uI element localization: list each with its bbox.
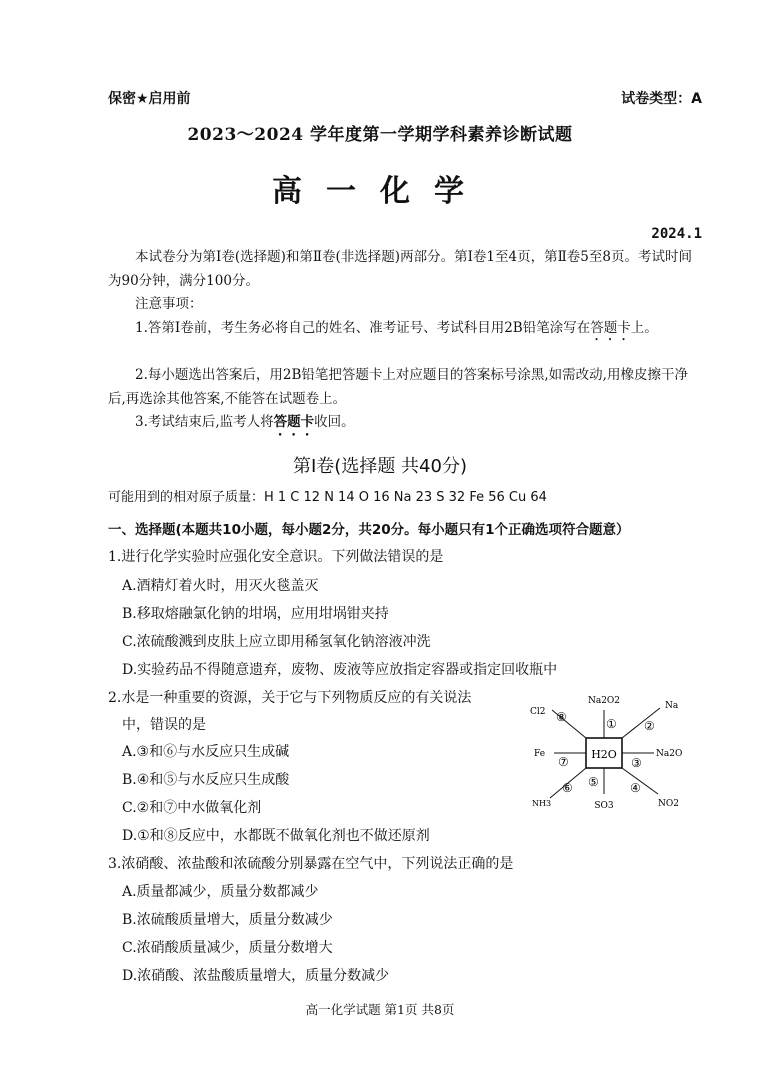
question-1-stem: 1.进行化学实验时应强化安全意识。下列做法错误的是	[108, 549, 444, 565]
number-7: ⑦	[558, 755, 569, 769]
number-3: ③	[631, 756, 642, 770]
bottom-right-label: NO2	[658, 799, 679, 809]
question-1-option-a: A.酒精灯着火时，用灭火毯盖灭	[122, 578, 319, 594]
number-2: ②	[644, 719, 655, 733]
notice-item-1	[108, 317, 704, 344]
question-2-option-c: C.②和⑦中水做氧化剂	[122, 800, 262, 816]
top-left-label: Cl2	[530, 707, 546, 717]
question-3-option-c: C.浓硝酸质量减少，质量分数增大	[122, 940, 333, 956]
subject-title: 高一化学	[272, 174, 488, 209]
exam-title: 2023～2024 学年度第一学期学科素养诊断试题	[187, 125, 573, 145]
page-footer: 高一化学试题 第1页 共8页	[305, 1002, 455, 1017]
center-label: H2O	[591, 748, 617, 761]
notice-item-3-end: 收回。	[314, 414, 355, 430]
notice-title: 注意事项：	[135, 296, 203, 312]
intro-paragraph: 本试卷分为第Ⅰ卷(选择题)和第Ⅱ卷(非选择题)两部分。第Ⅰ卷1至4页，第Ⅱ卷5至8页。考试时间为90分钟，满分100分。	[108, 249, 692, 289]
top-right-label: Na	[665, 701, 679, 711]
section-heading: 一、选择题(本题共10小题，每小题2分，共20分。每小题只有1个正确选项符合题意）	[108, 522, 630, 538]
atomic-masses: 可能用到的相对原子质量：H 1 C 12 N 14 O 16 Na 23 S 32 Fe 56 Cu 64	[108, 490, 547, 505]
number-1: ①	[606, 717, 617, 731]
section-title: 第Ⅰ卷(选择题 共40分)	[293, 456, 467, 477]
notice-item-1-end: 上。	[630, 320, 658, 336]
right-label: Na2O	[656, 749, 683, 759]
number-8: ⑧	[556, 710, 567, 724]
question-1-option-c: C.浓硫酸溅到皮肤上应立即用稀氢氧化钠溶液冲洗	[122, 634, 431, 650]
paper-type-label: 试卷类型：A	[621, 91, 702, 107]
question-3-option-b: B.浓硫酸质量增大，质量分数减少	[122, 912, 333, 928]
notice-item-3	[108, 411, 704, 439]
question-2-option-b: B.④和⑤与水反应只生成酸	[122, 772, 290, 788]
question-2-stem-line2: 中，错误的是	[122, 717, 206, 733]
number-5: ⑤	[588, 775, 599, 789]
answer-card-emphasis: 答题卡	[590, 320, 631, 336]
notice-item-1-text: 1.答第Ⅰ卷前，考生务必将自己的姓名、准考证号、考试科目用2B铅笔涂写在	[135, 320, 591, 336]
question-2-stem-line1: 2.水是一种重要的资源，关于它与下列物质反应的有关说法	[108, 690, 472, 706]
bottom-label: SO3	[594, 801, 614, 811]
notice-item-3-text: 3.考试结束后,监考人将	[135, 414, 274, 430]
top-label: Na2O2	[587, 696, 621, 706]
question-3-option-a: A.质量都减少，质量分数都减少	[122, 884, 319, 900]
number-4: ④	[630, 781, 641, 795]
answer-card-emphasis-2: 答题卡	[273, 414, 315, 430]
question-1-option-d: D.实验药品不得随意遗弃，废物、废液等应放指定容器或指定回收瓶中	[122, 662, 558, 678]
question-3-option-d: D.浓硝酸、浓盐酸质量增大，质量分数减少	[122, 968, 390, 984]
water-reaction-diagram	[520, 688, 690, 818]
confidential-label: 保密★启用前	[108, 91, 191, 107]
question-2-option-d: D.①和⑧反应中，水都既不做氧化剂也不做还原剂	[122, 828, 430, 844]
question-1-option-b: B.移取熔融氯化钠的坩埚，应用坩埚钳夹持	[122, 606, 389, 622]
notice-item-2: 2.每小题选出答案后，用2B铅笔把答题卡上对应题目的答案标号涂黑,如需改动,用橡皮擦干净后,再选涂其他答案,不能答在试题卷上。	[108, 367, 688, 407]
number-6: ⑥	[562, 781, 573, 795]
bottom-left-label: NH3	[532, 799, 552, 808]
question-3-stem: 3.浓硝酸、浓盐酸和浓硫酸分别暴露在空气中，下列说法正确的是	[108, 856, 514, 872]
question-2-option-a: A.③和⑥与水反应只生成碱	[122, 744, 290, 760]
exam-date: 2024.1	[651, 226, 702, 242]
left-label: Fe	[534, 749, 546, 759]
